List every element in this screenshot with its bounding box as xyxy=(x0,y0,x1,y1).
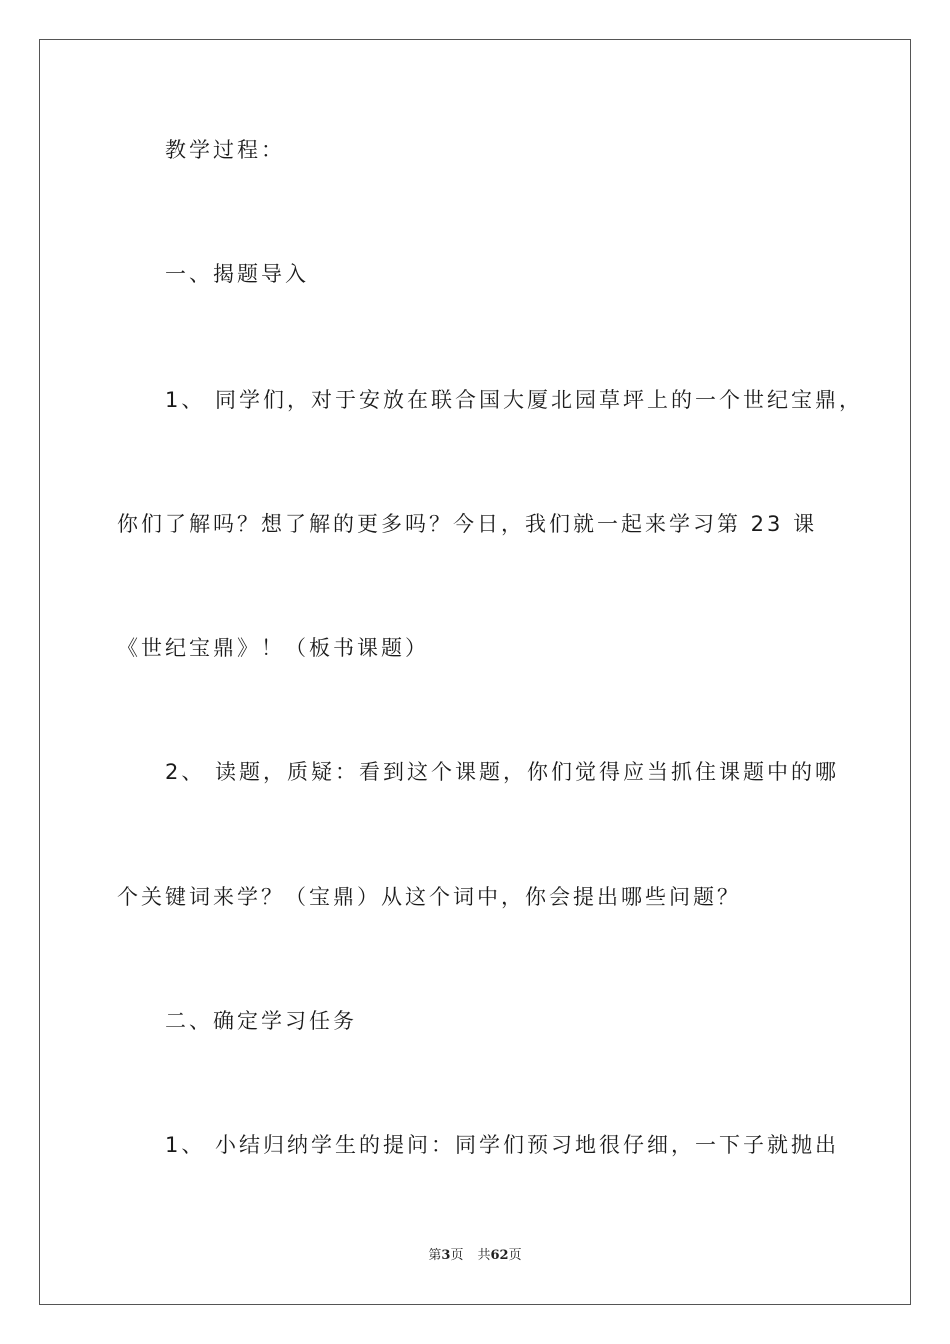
text-line: 你们了解吗？想了解的更多吗？今日，我们就一起来学习第 23 课 xyxy=(117,512,818,536)
page-footer xyxy=(0,1247,950,1265)
text-line: 1、 同学们，对于安放在联合国大厦北园草坪上的一个世纪宝鼎， xyxy=(165,388,864,412)
total-prefix: 共 xyxy=(477,1248,491,1263)
total-pages: 62 xyxy=(490,1248,509,1263)
text-line: 一、揭题导入 xyxy=(165,262,309,286)
text-line: 教学过程： xyxy=(165,138,285,162)
page-suffix: 页 xyxy=(450,1248,464,1263)
text-line: 《世纪宝鼎》！（板书课题） xyxy=(117,636,429,660)
text-line: 2、 读题，质疑：看到这个课题，你们觉得应当抓住课题中的哪 xyxy=(165,760,840,784)
total-suffix: 页 xyxy=(508,1248,522,1263)
page-number: 3 xyxy=(441,1248,451,1263)
text-line: 二、确定学习任务 xyxy=(165,1009,357,1033)
page-border xyxy=(39,39,911,1305)
text-line: 1、 小结归纳学生的提问：同学们预习地很仔细，一下子就抛出 xyxy=(165,1133,840,1157)
page-prefix: 第 xyxy=(428,1248,442,1263)
text-line: 个关键词来学？（宝鼎）从这个词中，你会提出哪些问题？ xyxy=(117,885,741,909)
